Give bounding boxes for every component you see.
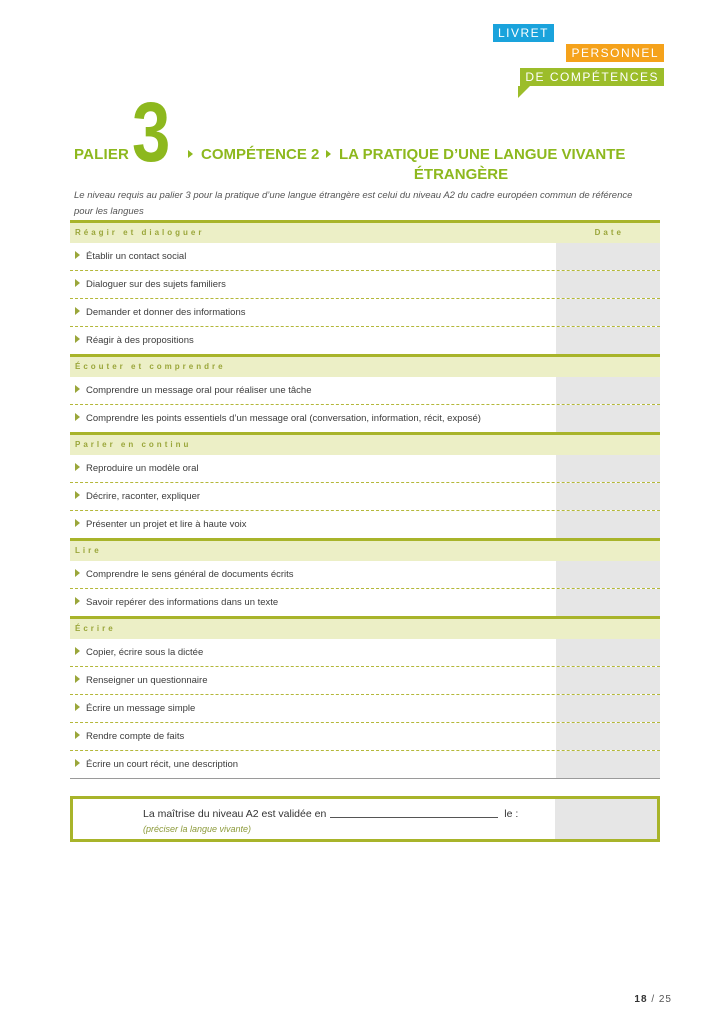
section-header xyxy=(70,616,660,639)
section-header xyxy=(70,354,660,377)
palier-number: 3 xyxy=(132,85,171,179)
competence-title-line1: LA PRATIQUE D’UNE LANGUE VIVANTE xyxy=(339,146,626,163)
skill-label xyxy=(75,307,245,318)
palier-label: PALIER xyxy=(74,146,130,163)
skill-label xyxy=(75,569,294,580)
date-cell[interactable] xyxy=(556,723,660,750)
triangle-right-icon xyxy=(75,597,80,605)
skill-text: Présenter un projet et lire à haute voix xyxy=(86,519,247,530)
triangle-right-icon xyxy=(75,519,80,527)
triangle-right-icon xyxy=(75,251,80,259)
section-header xyxy=(70,432,660,455)
date-cell[interactable] xyxy=(556,299,660,326)
section-title: Écrire xyxy=(75,624,116,633)
skill-label xyxy=(75,385,312,396)
competence-text: COMPÉTENCE 2 xyxy=(201,146,320,163)
skill-label xyxy=(75,413,481,424)
date-cell[interactable] xyxy=(556,589,660,616)
skill-row xyxy=(70,511,660,538)
skill-row xyxy=(70,751,660,778)
skill-label xyxy=(75,335,194,346)
skill-row xyxy=(70,723,660,751)
skill-row xyxy=(70,377,660,405)
page-total: 25 xyxy=(658,994,672,1005)
date-cell[interactable] xyxy=(556,455,660,482)
skill-text: Copier, écrire sous la dictée xyxy=(86,647,204,658)
date-cell[interactable] xyxy=(556,405,660,432)
triangle-right-icon xyxy=(75,463,80,471)
skill-text: Reproduire un modèle oral xyxy=(86,463,199,474)
skill-text: Établir un contact social xyxy=(86,251,187,262)
date-cell[interactable] xyxy=(556,511,660,538)
triangle-right-icon xyxy=(75,491,80,499)
triangle-right-icon xyxy=(326,150,331,158)
section-title: Lire xyxy=(75,546,102,555)
triangle-right-icon xyxy=(75,731,80,739)
section-header xyxy=(70,538,660,561)
triangle-right-icon xyxy=(75,759,80,767)
triangle-right-icon xyxy=(75,335,80,343)
page-separator: / xyxy=(651,994,656,1005)
validation-hint: (préciser la langue vivante) xyxy=(143,824,252,834)
triangle-right-icon xyxy=(188,150,193,158)
skill-text: Renseigner un questionnaire xyxy=(86,675,208,686)
triangle-right-icon xyxy=(75,569,80,577)
triangle-right-icon xyxy=(75,385,80,393)
skill-label xyxy=(75,731,184,742)
skill-text: Savoir repérer des informations dans un texte xyxy=(86,597,279,608)
skills-table xyxy=(70,220,660,779)
page-number xyxy=(634,994,672,1005)
skill-row xyxy=(70,483,660,511)
competence-title xyxy=(326,146,625,183)
date-cell[interactable] xyxy=(556,243,660,270)
date-cell[interactable] xyxy=(556,327,660,354)
date-cell[interactable] xyxy=(556,271,660,298)
skill-label xyxy=(75,703,195,714)
triangle-right-icon xyxy=(75,647,80,655)
competence-title-line2: ÉTRANGÈRE xyxy=(413,166,509,183)
skill-label xyxy=(75,597,278,608)
validation-text-after: le : xyxy=(504,808,519,820)
skill-label xyxy=(75,759,238,770)
logo-line-competences: DE COMPÉTENCES xyxy=(520,68,664,86)
validation-statement xyxy=(143,808,518,820)
skill-text: Rendre compte de faits xyxy=(86,731,185,742)
table-bottom-rule xyxy=(70,778,660,779)
skill-row xyxy=(70,561,660,589)
skill-text: Demander et donner des informations xyxy=(86,307,246,318)
skill-text: Dialoguer sur des sujets familiers xyxy=(86,279,226,290)
skill-text: Comprendre un message oral pour réaliser une tâche xyxy=(86,385,312,396)
date-cell[interactable] xyxy=(556,377,660,404)
language-blank-field[interactable] xyxy=(330,817,498,818)
date-cell[interactable] xyxy=(556,639,660,666)
page-header xyxy=(74,85,664,190)
skill-row xyxy=(70,455,660,483)
date-cell[interactable] xyxy=(556,561,660,588)
skill-label xyxy=(75,491,200,502)
skill-text: Comprendre le sens général de documents écrits xyxy=(86,569,294,580)
logo-line-personnel: PERSONNEL xyxy=(566,44,664,62)
triangle-right-icon xyxy=(75,307,80,315)
skill-label xyxy=(75,279,226,290)
intro-text: Le niveau requis au palier 3 pour la pratique d’une langue étrangère est celui du niveau A2 du cadre européen commun de référence pour les langues xyxy=(74,190,633,217)
livret-logo xyxy=(497,24,664,96)
validation-date-cell[interactable] xyxy=(555,799,657,839)
skill-row xyxy=(70,639,660,667)
triangle-right-icon xyxy=(75,413,80,421)
skill-row xyxy=(70,299,660,327)
skill-label xyxy=(75,647,203,658)
section-header xyxy=(70,220,660,243)
validation-box xyxy=(70,796,660,842)
triangle-right-icon xyxy=(75,279,80,287)
date-cell[interactable] xyxy=(556,695,660,722)
triangle-right-icon xyxy=(75,703,80,711)
skill-row xyxy=(70,405,660,432)
skill-row xyxy=(70,243,660,271)
date-cell[interactable] xyxy=(556,667,660,694)
section-title: Parler en continu xyxy=(75,440,192,449)
skill-label xyxy=(75,675,207,686)
skill-row xyxy=(70,695,660,723)
section-title: Écouter et comprendre xyxy=(75,362,226,371)
date-cell[interactable] xyxy=(556,751,660,778)
skill-label xyxy=(75,251,186,262)
triangle-right-icon xyxy=(75,675,80,683)
skill-row xyxy=(70,667,660,695)
section-title: Réagir et dialoguer xyxy=(75,228,205,237)
skill-text: Écrire un court récit, une description xyxy=(86,759,239,770)
skill-text: Décrire, raconter, expliquer xyxy=(86,491,201,502)
date-column-header: Date xyxy=(594,228,624,237)
page-current: 18 xyxy=(634,994,648,1005)
skill-text: Écrire un message simple xyxy=(86,703,196,714)
skill-row xyxy=(70,271,660,299)
validation-text-before: La maîtrise du niveau A2 est validée en xyxy=(143,808,327,820)
skill-row xyxy=(70,589,660,616)
logo-line-livret: LIVRET xyxy=(493,24,554,42)
skill-text: Comprendre les points essentiels d’un message oral (conversation, information, récit, exposé) xyxy=(86,413,481,424)
skill-label xyxy=(75,463,198,474)
skill-row xyxy=(70,327,660,354)
date-cell[interactable] xyxy=(556,483,660,510)
skill-label xyxy=(75,519,247,530)
skill-text: Réagir à des propositions xyxy=(86,335,194,346)
competence-label xyxy=(188,146,319,163)
